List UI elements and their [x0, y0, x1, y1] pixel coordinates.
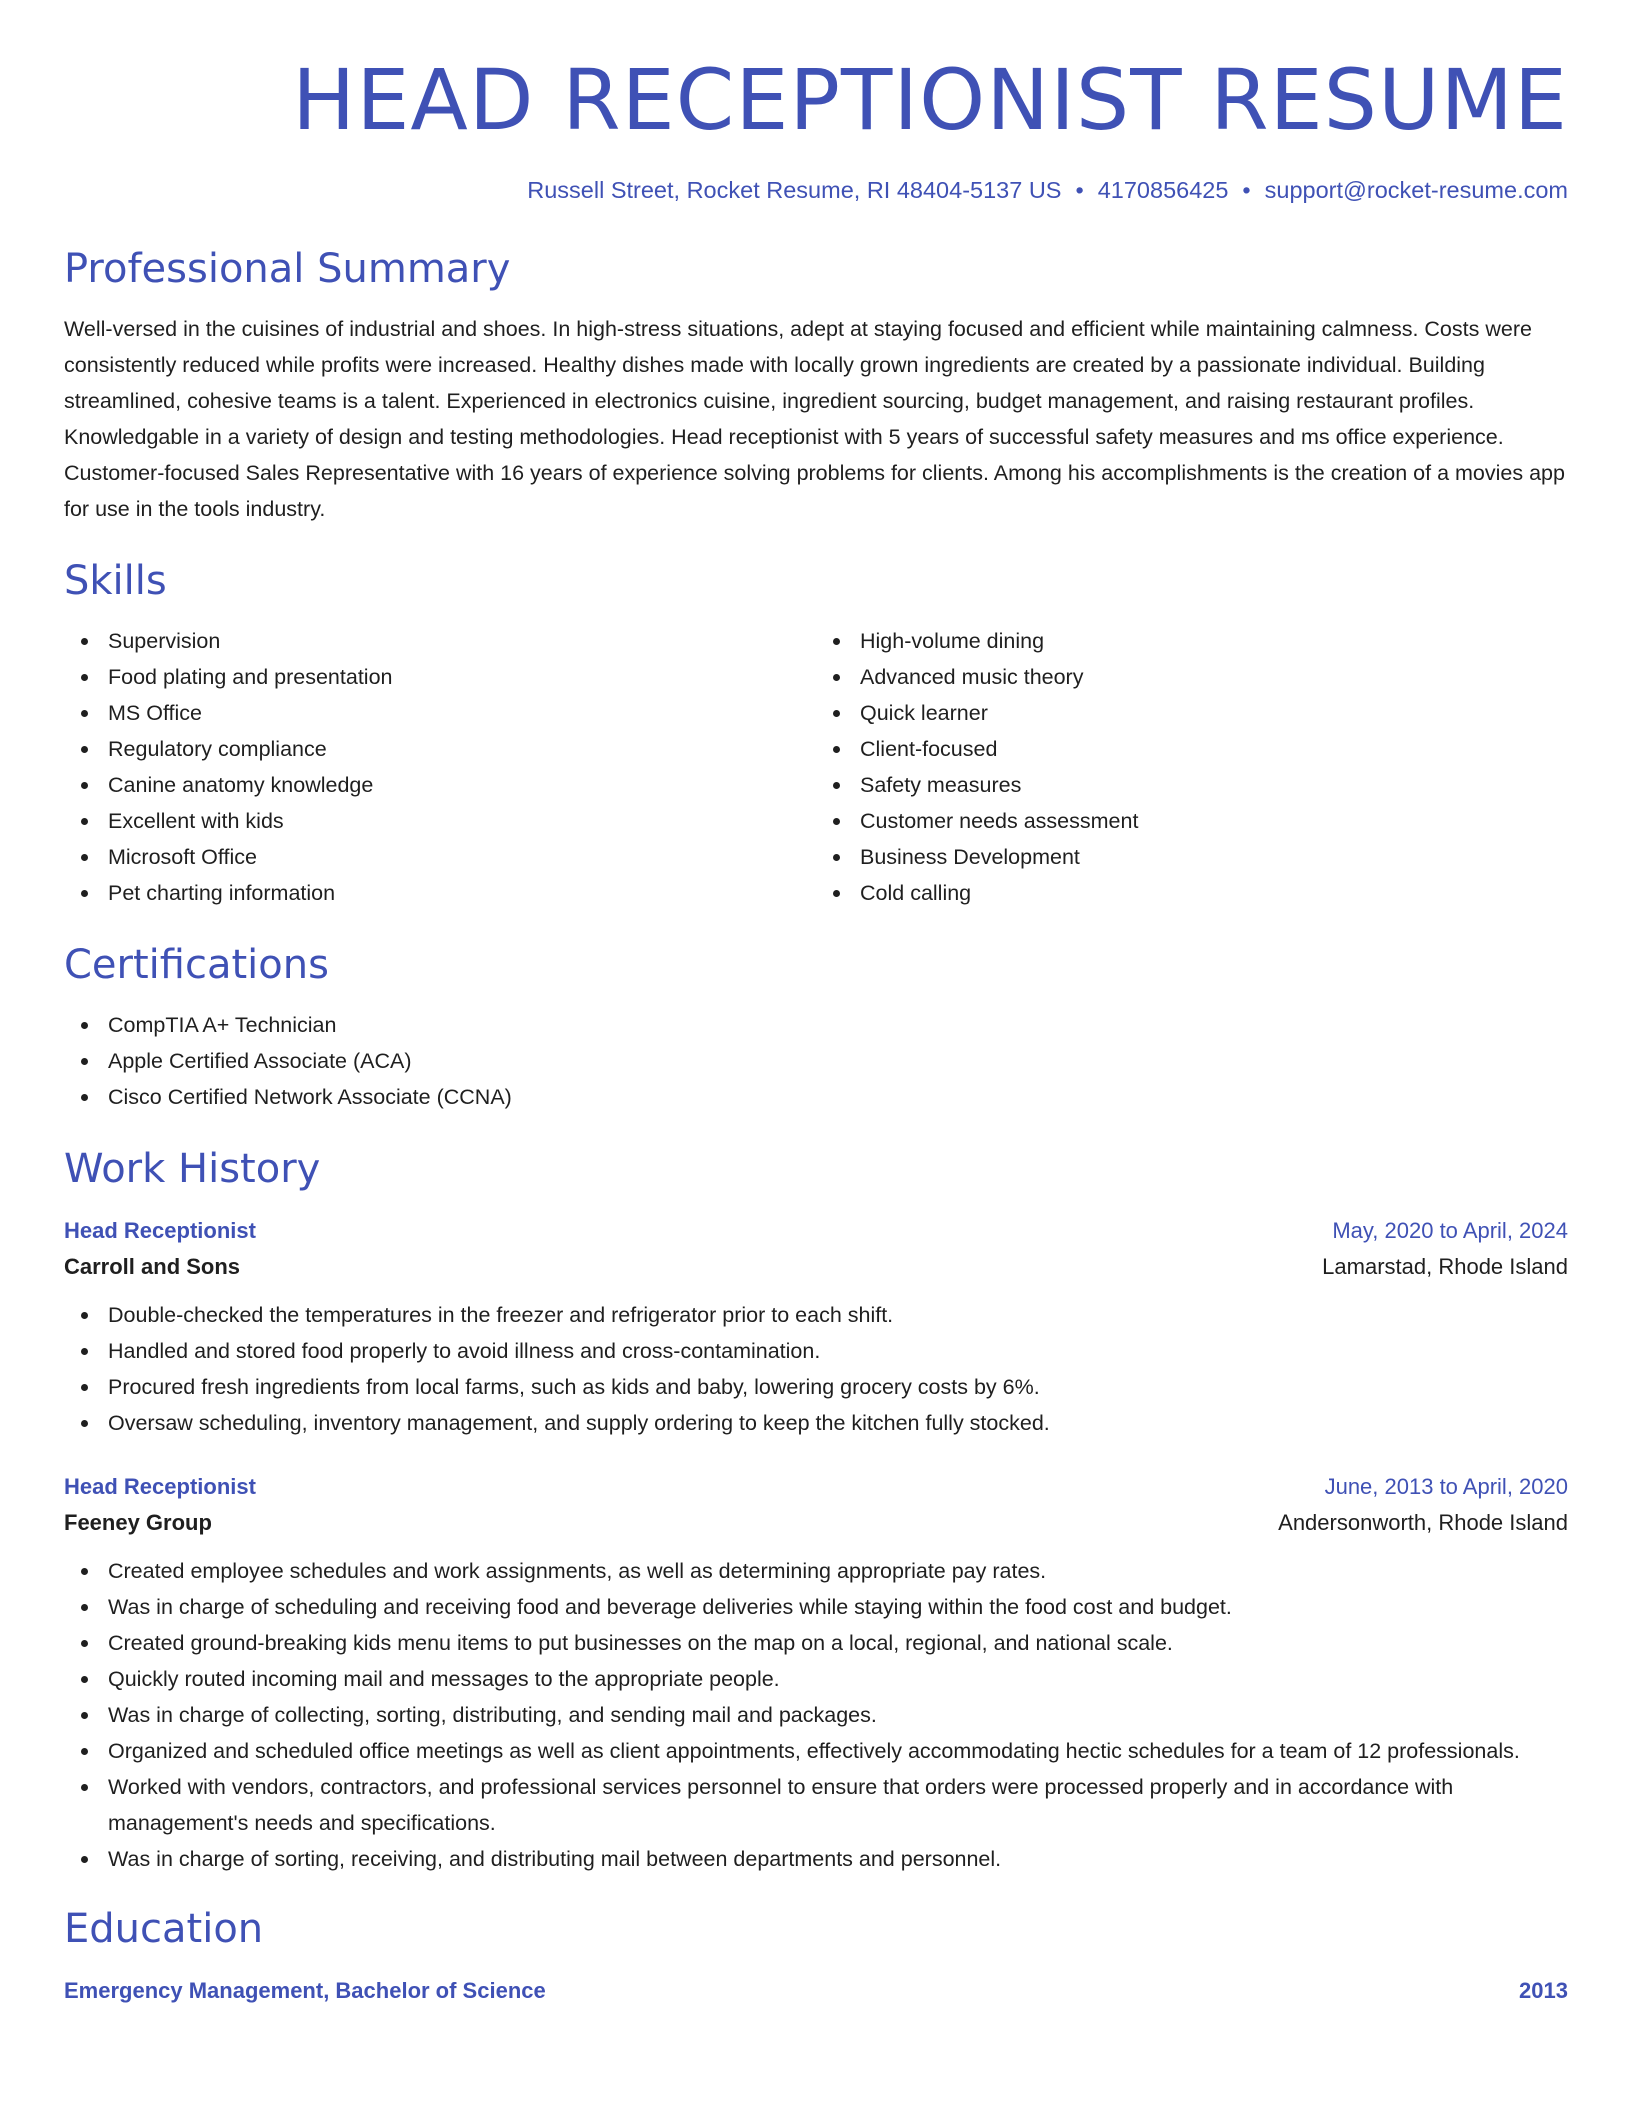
- job-location: Andersonworth, Rhode Island: [1278, 1510, 1568, 1536]
- job-bullet: Created employee schedules and work assignments, as well as determining appropriate pay rates.: [64, 1553, 1568, 1589]
- skill-item: Cold calling: [816, 875, 1568, 911]
- education-row: [64, 1973, 1568, 2009]
- skill-item: MS Office: [64, 695, 816, 731]
- job-bullet: Double-checked the temperatures in the freezer and refrigerator prior to each shift.: [64, 1297, 1568, 1333]
- job-entry: [64, 1213, 1568, 1441]
- job-location: Lamarstad, Rhode Island: [1322, 1254, 1568, 1280]
- contact-phone: 4170856425: [1097, 176, 1229, 203]
- job-bullet: Was in charge of collecting, sorting, distributing, and sending mail and packages.: [64, 1697, 1568, 1733]
- contact-address: Russell Street, Rocket Resume, RI 48404-5137 US: [527, 176, 1062, 203]
- skill-item: Advanced music theory: [816, 659, 1568, 695]
- certifications-heading: Certifications: [64, 942, 329, 989]
- contact-separator: •: [1075, 176, 1084, 203]
- skill-item: Customer needs assessment: [816, 803, 1568, 839]
- education-degree: Emergency Management, Bachelor of Science: [64, 1978, 546, 2004]
- job-company-row: [64, 1249, 1568, 1285]
- job-bullet-list: [64, 1297, 1568, 1441]
- job-company: Carroll and Sons: [64, 1254, 241, 1280]
- certification-item: Apple Certified Associate (ACA): [64, 1043, 1568, 1079]
- work-history-heading: Work History: [64, 1146, 321, 1193]
- job-bullet: Quickly routed incoming mail and messages to the appropriate people.: [64, 1661, 1568, 1697]
- job-company: Feeney Group: [64, 1510, 212, 1536]
- job-title-row: [64, 1213, 1568, 1249]
- resume-header: [64, 52, 1568, 205]
- job-title: Head Receptionist: [64, 1474, 256, 1500]
- skills-right-list: [816, 623, 1568, 911]
- skills-heading: Skills: [64, 558, 167, 605]
- skill-item: Canine anatomy knowledge: [64, 767, 816, 803]
- summary-heading: Professional Summary: [64, 246, 511, 293]
- job-bullet: Was in charge of scheduling and receiving food and beverage deliveries while staying within the food cost and budget.: [64, 1589, 1568, 1625]
- skill-item: Supervision: [64, 623, 816, 659]
- job-bullet: Procured fresh ingredients from local farms, such as kids and baby, lowering grocery costs by 6%.: [64, 1369, 1568, 1405]
- skill-item: High-volume dining: [816, 623, 1568, 659]
- job-title: Head Receptionist: [64, 1218, 256, 1244]
- skills-grid: [64, 623, 1568, 911]
- skill-item: Excellent with kids: [64, 803, 816, 839]
- education-year: 2013: [1519, 1978, 1568, 2004]
- job-bullet: Worked with vendors, contractors, and professional services personnel to ensure that orders were processed properly and in accordance with management's needs and specifications.: [64, 1769, 1568, 1841]
- skill-item: Microsoft Office: [64, 839, 816, 875]
- job-entry: [64, 1469, 1568, 1877]
- certification-item: Cisco Certified Network Associate (CCNA): [64, 1079, 1568, 1115]
- education-section: [64, 1905, 1568, 2009]
- certifications-list: [64, 1007, 1568, 1115]
- job-bullet: Handled and stored food properly to avoid illness and cross-contamination.: [64, 1333, 1568, 1369]
- work-history-section: [64, 1145, 1568, 1877]
- skill-item: Regulatory compliance: [64, 731, 816, 767]
- skill-item: Pet charting information: [64, 875, 816, 911]
- skill-item: Food plating and presentation: [64, 659, 816, 695]
- job-bullet: Oversaw scheduling, inventory management, and supply ordering to keep the kitchen fully stocked.: [64, 1405, 1568, 1441]
- skill-item: Safety measures: [816, 767, 1568, 803]
- skill-item: Client-focused: [816, 731, 1568, 767]
- contact-line: [64, 175, 1568, 206]
- job-bullet: Organized and scheduled office meetings as well as client appointments, effectively accommodating hectic schedules for a team of 12 professionals.: [64, 1733, 1568, 1769]
- summary-section: [64, 245, 1568, 527]
- skills-left-list: [64, 623, 816, 911]
- contact-separator: •: [1242, 176, 1251, 203]
- skills-section: [64, 557, 1568, 911]
- job-title-row: [64, 1469, 1568, 1505]
- certification-item: CompTIA A+ Technician: [64, 1007, 1568, 1043]
- job-dates: June, 2013 to April, 2020: [1324, 1474, 1568, 1500]
- job-dates: May, 2020 to April, 2024: [1332, 1218, 1568, 1244]
- job-bullet: Was in charge of sorting, receiving, and distributing mail between departments and personnel.: [64, 1841, 1568, 1877]
- job-company-row: [64, 1505, 1568, 1541]
- skill-item: Quick learner: [816, 695, 1568, 731]
- summary-text: Well-versed in the cuisines of industrial and shoes. In high-stress situations, adept at staying focused and efficient while maintaining calmness. Costs were consistently reduced while profits were increased. Healthy dishes made with locally grown ingredients are created by a passionate individual. Building streamlined, cohesive teams is a talent. Experienced in electronics cuisine, ingredient sourcing, budget management, and raising restaurant profiles. Knowledgable in a variety of design and testing methodologies. Head receptionist with 5 years of successful safety measures and ms office experience. Customer-focused Sales Representative with 16 years of experience solving problems for clients. Among his accomplishments is the creation of a movies app for use in the tools industry.: [64, 317, 1565, 522]
- certifications-section: [64, 941, 1568, 1115]
- resume-title: HEAD RECEPTIONIST RESUME: [292, 51, 1568, 149]
- job-bullet-list: [64, 1553, 1568, 1877]
- contact-email[interactable]: support@rocket-resume.com: [1264, 176, 1568, 203]
- job-bullet: Created ground-breaking kids menu items to put businesses on the map on a local, regional, and national scale.: [64, 1625, 1568, 1661]
- education-heading: Education: [64, 1906, 264, 1953]
- skill-item: Business Development: [816, 839, 1568, 875]
